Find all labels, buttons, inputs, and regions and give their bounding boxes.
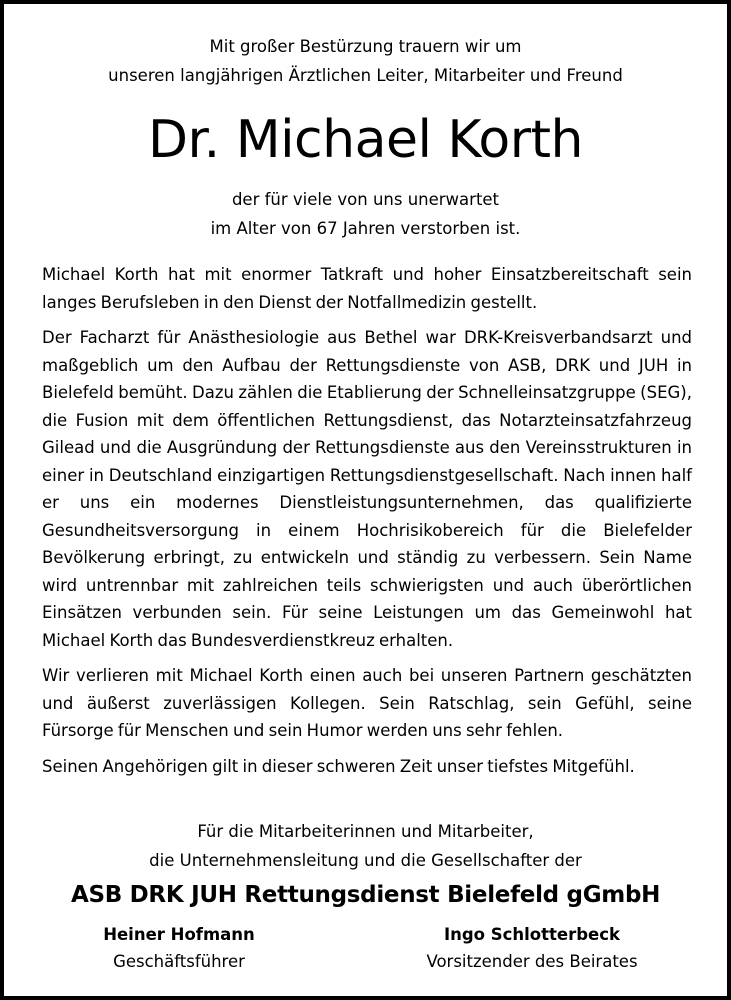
deceased-name: Dr. Michael Korth: [148, 110, 583, 170]
paragraph: Wir verlieren mit Michael Korth einen auch bei unseren Partnern geschätzten und äußerst zuverlässigen Kollegen. Sein Ratschlag, sein Gefühl, seine Fürsorge für Menschen und sein Humor werden uns sehr fehlen.: [42, 666, 692, 740]
age-line-1: der für viele von uns unerwartet: [231, 190, 500, 209]
signatory-left: [29, 921, 329, 975]
paragraph: Seinen Angehörigen gilt in dieser schweren Zeit unser tiefstes Mitgefühl.: [42, 756, 635, 776]
paragraph: Michael Korth hat mit enormer Tatkraft und hoher Einsatzbereitschaft sein langes Berufsleben in den Dienst der Notfallmedizin gestellt.: [42, 265, 692, 312]
signatory-title: Geschäftsführer: [113, 952, 245, 971]
paragraph: Der Facharzt für Anästhesiologie aus Bethel war DRK-Kreisverbandsarzt und maßgeblich um den Aufbau der Rettungsdienste von ASB, DRK und JUH in Bielefeld bemüht. Dazu zählen die Etablierung der Schnelleinsatzgruppe (SEG), die Fusion mit dem öffentlichen Rettungsdienst, das Notarzteinsatzfahrzeug Gilead und die Ausgründung der Rettungsdienste aus den Vereinsstrukturen in einer in Deutschland einzigartigen Rettungsdienstgesellschaft. Nach innen half er uns ein modernes Dienstleistungsunternehmen, das qualifizierte Gesundheitsversorgung in einem Hochrisikobereich für die Bielefelder Bevölkerung erbringt, zu entwickeln und ständig zu verbessern. Sein Name wird untrennbar mit zahlreichen teils schwierigsten und auch überörtlichen Einsätzen verbunden sein. Für seine Leistungen um das Gemeinwohl hat Michael Korth das Bundesverdienstkreuz erhalten.: [42, 328, 692, 650]
closing-line-2: die Unternehmensleitung und die Gesellschafter der: [149, 851, 582, 870]
signatory-name: Ingo Schlotterbeck: [443, 925, 621, 944]
signatory-title: Vorsitzender des Beirates: [426, 952, 638, 971]
closing-text: [4, 817, 727, 875]
intro-text: [4, 32, 727, 90]
organization-name: ASB DRK JUH Rettungsdienst Bielefeld gGmbH: [70, 882, 661, 908]
age-line-2: im Alter von 67 Jahren verstorben ist.: [210, 219, 521, 238]
age-statement: [4, 185, 727, 243]
signatory-right: [382, 921, 682, 975]
intro-line-1: Mit großer Bestürzung trauern wir um: [209, 37, 522, 56]
closing-line-1: Für die Mitarbeiterinnen und Mitarbeiter,: [197, 822, 534, 841]
intro-line-2: unseren langjährigen Ärztlichen Leiter, Mitarbeiter und Freund: [108, 66, 623, 85]
signatory-name: Heiner Hofmann: [103, 925, 255, 944]
tribute-text: [42, 261, 692, 780]
